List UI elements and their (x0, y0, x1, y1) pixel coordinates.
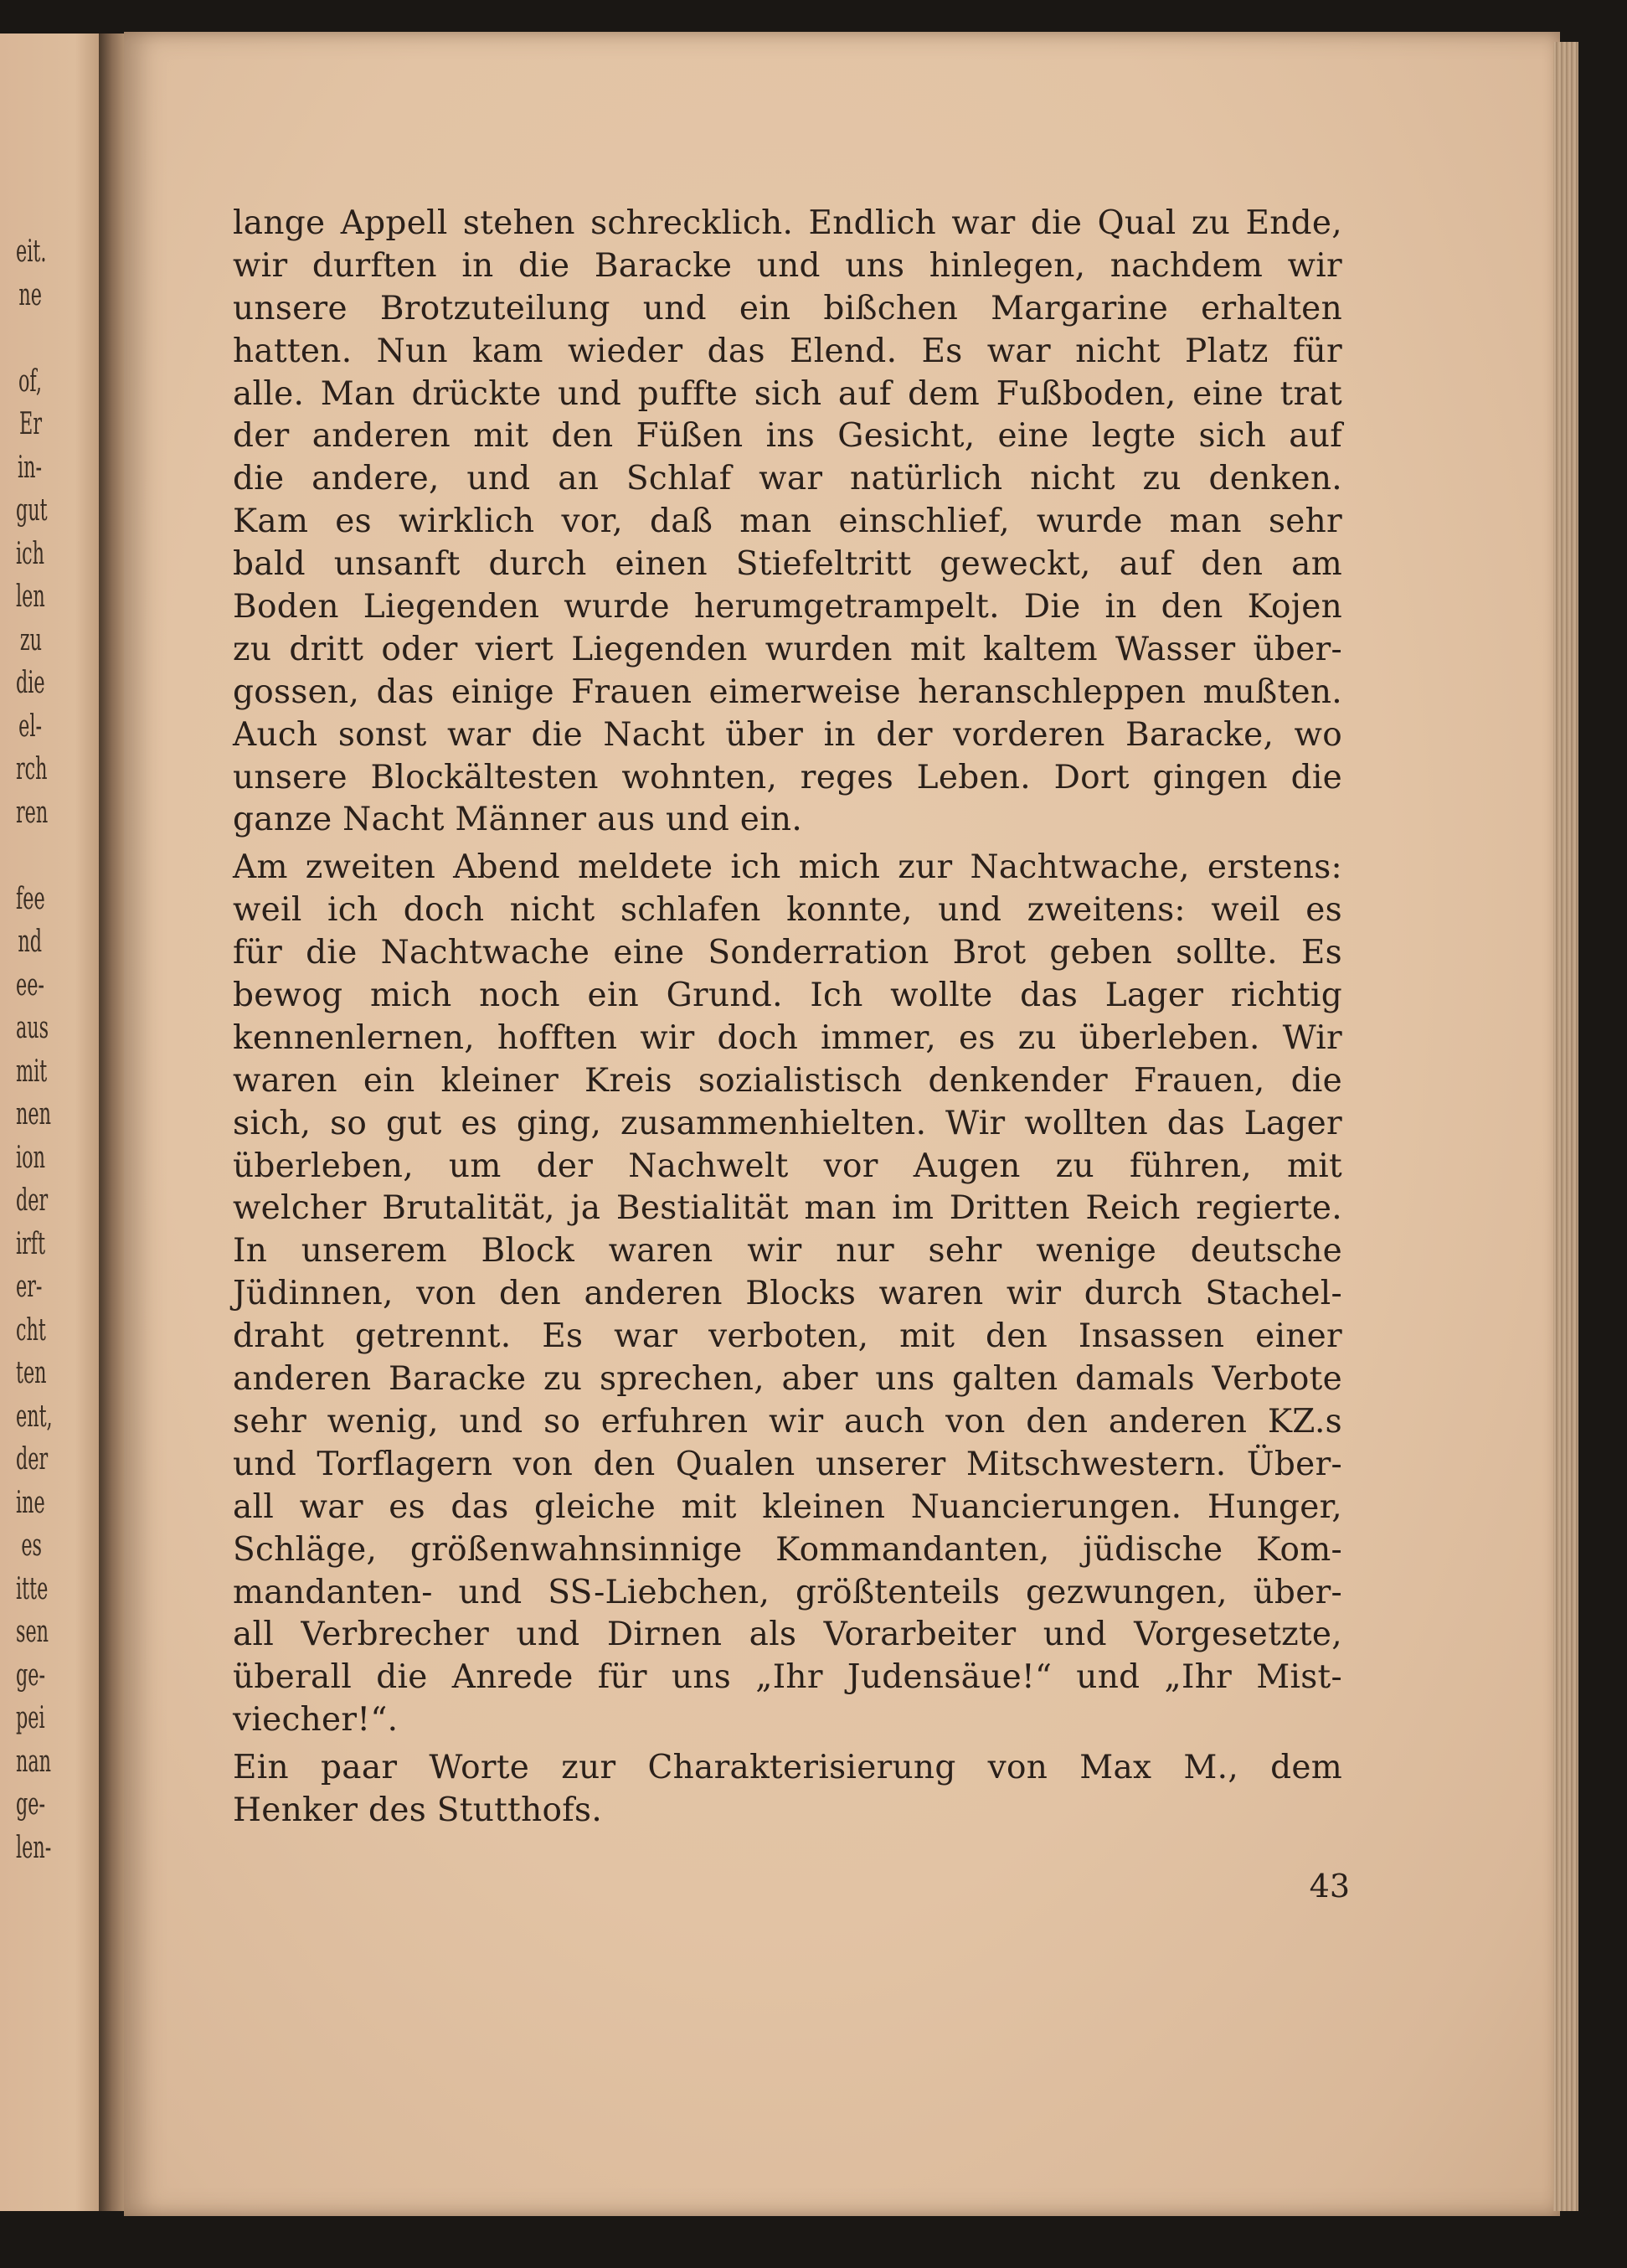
text-line: all war es das gleiche mit kleinen Nuancierungen. Hunger, (233, 1487, 1342, 1526)
left-fragment: of, (18, 363, 42, 399)
left-fragment: fee (16, 881, 45, 916)
left-fragment: itte (16, 1571, 49, 1606)
left-fragment: ten (16, 1356, 47, 1390)
left-page-fragments (16, 230, 53, 1869)
text-line: unsere Brotzuteilung und ein bißchen Margarine erhalten (233, 289, 1342, 327)
left-fragment (16, 317, 42, 360)
left-fragment: sen (16, 1615, 49, 1649)
left-fragment: ren (16, 795, 49, 830)
left-fragment: rch (16, 752, 48, 786)
text-line: wir durften in die Baracke und uns hinlegen, nachdem wir (233, 246, 1342, 285)
text-line: Jüdinnen, von den anderen Blocks waren wir durch Stachel- (233, 1275, 1342, 1313)
left-fragment: die (16, 666, 45, 700)
left-fragment: zu (19, 622, 42, 657)
left-fragment: pei (16, 1701, 45, 1735)
text-line: kennenlernen, hofften wir doch immer, es zu überleben. Wir (233, 1018, 1342, 1057)
left-fragment: ion (16, 1140, 45, 1175)
text-line: zu dritt oder viert Liegenden wurden mit kaltem Wasser über- (233, 630, 1342, 668)
left-fragment: gut (16, 493, 48, 528)
left-fragment: ne (18, 277, 42, 312)
text-line: sehr wenig, und so erfuhren wir auch von den anderen KZ.s (233, 1402, 1342, 1441)
left-fragment: er- (16, 1270, 43, 1304)
text-line: Schläge, größenwahnsinnige Kommandanten, jüdische Kom- (233, 1530, 1342, 1569)
left-fragment: nan (16, 1744, 52, 1779)
left-fragment: der (16, 1183, 49, 1218)
text-line: ganze Nacht Männer aus und ein. (233, 801, 803, 839)
left-fragment (16, 834, 42, 878)
text-line: weil ich doch nicht schlafen konnte, und zweitens: weil es (233, 891, 1342, 930)
left-fragment: ee- (16, 967, 44, 1003)
left-fragment: ine (16, 1485, 45, 1520)
text-line: überleben, um der Nachwelt vor Augen zu führen, mit (233, 1147, 1342, 1185)
text-line: sich, so gut es ging, zusammenhielten. Wir wollten das Lager (233, 1104, 1342, 1142)
left-fragment: ge- (16, 1787, 46, 1822)
text-line: überall die Anrede für uns „Ihr Judensäue!“ und „Ihr Mist- (233, 1658, 1342, 1697)
text-line: Ein paar Worte zur Charakterisierung von Max M., dem (233, 1749, 1342, 1787)
left-fragment: aus (16, 1011, 49, 1045)
page-body-text (233, 203, 1342, 1832)
left-fragment: mit (16, 1054, 48, 1089)
text-line: anderen Baracke zu sprechen, aber uns galten damals Verbote (233, 1360, 1342, 1399)
left-fragment: nen (16, 1097, 51, 1131)
text-line: draht getrennt. Es war verboten, mit den Insassen einer (233, 1317, 1342, 1356)
text-line: Kam es wirklich vor, daß man einschlief, wurde man sehr (233, 503, 1342, 541)
text-line: viecher!“. (233, 1701, 399, 1740)
text-line: waren ein kleiner Kreis sozialistisch denkender Frauen, die (233, 1061, 1342, 1100)
text-line: welcher Brutalität, ja Bestialität man im Dritten Reich regierte. (233, 1189, 1342, 1228)
text-line: mandanten- und SS-Liebchen, größtenteils gezwungen, über- (233, 1573, 1342, 1611)
text-line: und Torflagern von den Qualen unserer Mitschwestern. Über- (233, 1445, 1342, 1483)
text-line: für die Nachtwache eine Sonderration Brot geben sollte. Es (233, 934, 1342, 972)
text-line: In unserem Block waren wir nur sehr wenige deutsche (233, 1232, 1342, 1271)
text-line: unsere Blockältesten wohnten, reges Leben. Dort gingen die (233, 758, 1342, 796)
text-line: die andere, und an Schlaf war natürlich nicht zu denken. (233, 460, 1342, 498)
left-fragment: nd (18, 925, 42, 959)
text-line: gossen, das einige Frauen eimerweise heranschleppen mußten. (233, 673, 1342, 711)
text-line: bald unsanft durch einen Stiefeltritt geweckt, auf den am (233, 545, 1342, 584)
left-fragment: es (21, 1528, 42, 1563)
left-fragment: len (16, 580, 45, 614)
text-line: all Verbrecher und Dirnen als Vorarbeiter und Vorgesetzte, (233, 1616, 1342, 1654)
text-line: Henker des Stutthofs. (233, 1791, 603, 1829)
left-fragment: Er (19, 407, 42, 441)
left-fragment: ge- (16, 1657, 46, 1693)
page-number: 43 (1309, 1868, 1350, 1905)
left-fragment: ich (16, 536, 45, 571)
left-fragment: in- (17, 450, 42, 485)
left-fragment: irft (16, 1226, 46, 1261)
text-line: Am zweiten Abend meldete ich mich zur Nachtwache, erstens: (233, 848, 1342, 887)
text-line: alle. Man drückte und puffte sich auf dem Fußboden, eine trat (233, 374, 1342, 413)
text-line: lange Appell stehen schrecklich. Endlich war die Qual zu Ende, (233, 204, 1342, 242)
left-fragment: len- (16, 1830, 52, 1865)
page-edges (1553, 42, 1578, 2211)
text-line: hatten. Nun kam wieder das Elend. Es war nicht Platz für (233, 332, 1342, 370)
left-fragment: ent, (16, 1399, 53, 1434)
text-line: der anderen mit den Füßen ins Gesicht, eine legte sich auf (233, 417, 1342, 456)
left-fragment: der (16, 1442, 49, 1477)
left-fragment: el- (18, 709, 42, 744)
left-fragment: cht (16, 1312, 46, 1348)
left-fragment: eit. (16, 235, 47, 269)
text-line: Auch sonst war die Nacht über in der vorderen Baracke, wo (233, 715, 1342, 754)
text-line: bewog mich noch ein Grund. Ich wollte das Lager richtig (233, 977, 1342, 1015)
text-line: Boden Liegenden wurde herumgetrampelt. Die in den Kojen (233, 588, 1342, 626)
